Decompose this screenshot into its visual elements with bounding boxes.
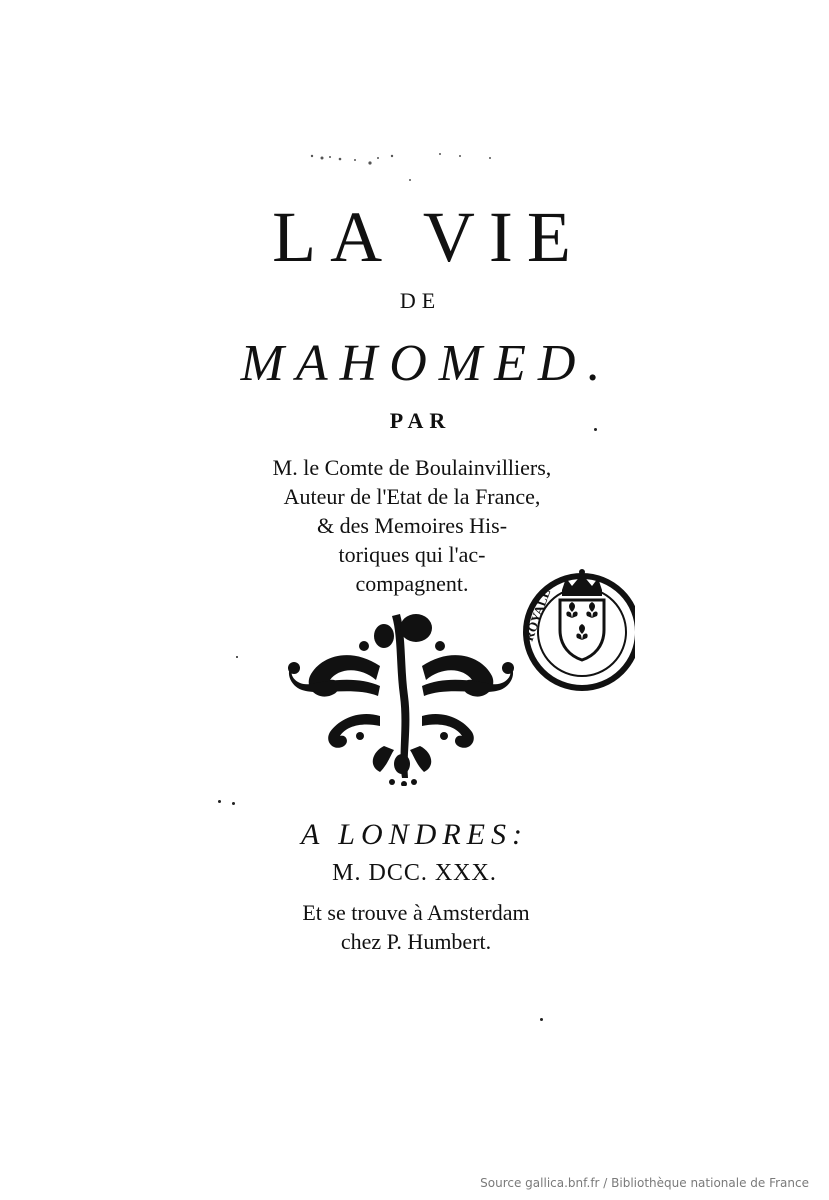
author-line: compagnent. <box>355 571 469 596</box>
ink-speck <box>236 656 238 658</box>
book-subject: MAHOMED. <box>240 335 613 392</box>
ink-specks <box>300 148 520 188</box>
fleur-de-lis-icon <box>566 602 597 640</box>
ink-speck <box>594 428 597 431</box>
imprint-year: M. DCC. XXX. <box>332 860 497 886</box>
imprint-place: A LONDRES: <box>301 818 528 851</box>
title-connector: DE <box>399 288 442 313</box>
by-line: PAR <box>389 408 452 433</box>
crown-icon <box>562 569 602 596</box>
publisher-block <box>236 898 596 956</box>
ink-speck <box>218 800 221 803</box>
author-line: Auteur de l'Etat de la France, <box>283 484 541 509</box>
publisher-line: Et se trouve à Amsterdam <box>302 900 530 925</box>
author-line: M. le Comte de Boulainvilliers, <box>272 455 552 480</box>
source-credit: Source gallica.bnf.fr / Bibliothèque nationale de France <box>480 1176 809 1190</box>
library-stamp <box>510 560 635 700</box>
ink-speck <box>232 802 235 805</box>
stamp-text: ROYALE <box>520 586 554 644</box>
author-line: & des Memoires His- <box>316 513 508 538</box>
floral-ornament-icon <box>280 606 520 786</box>
ink-speck <box>540 1018 543 1021</box>
publisher-line: chez P. Humbert. <box>340 929 492 954</box>
book-title: LA VIE <box>272 197 585 277</box>
author-line: toriques qui l'ac- <box>338 542 486 567</box>
